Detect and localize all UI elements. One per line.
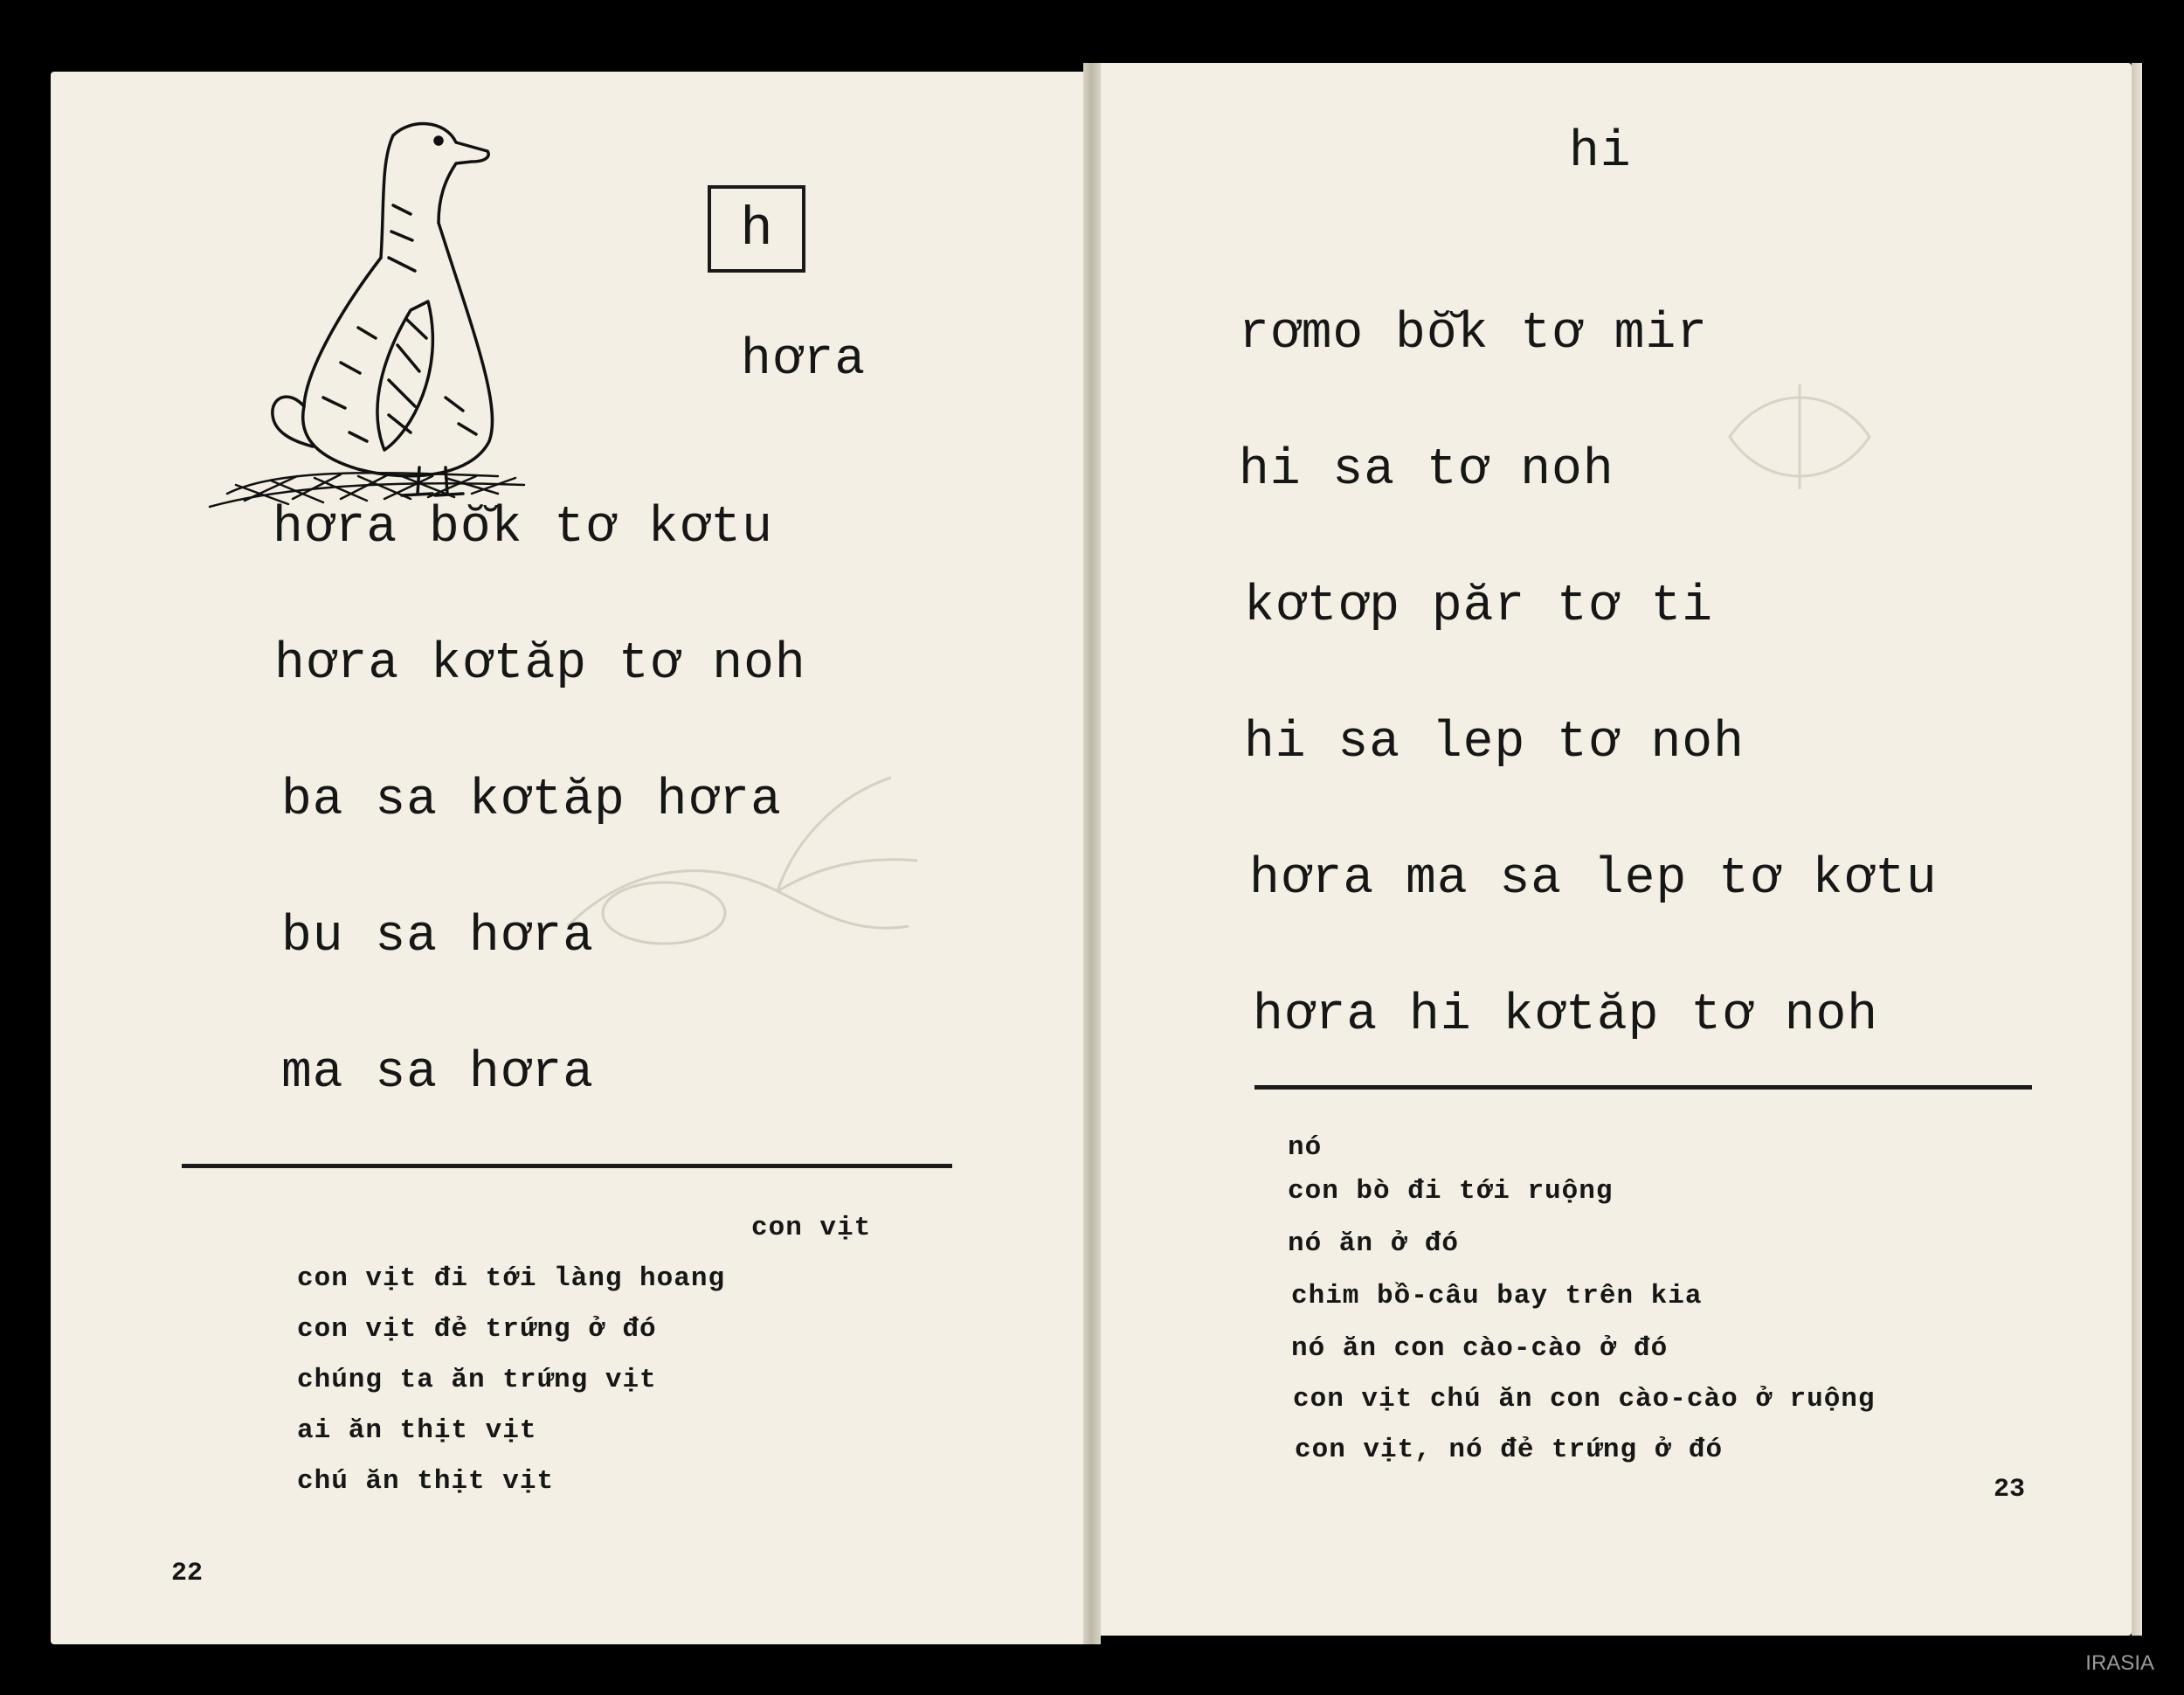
- watermark: IRASIA: [2085, 1651, 2154, 1675]
- right-translation-line-3: nó ăn ở đó: [1288, 1228, 1460, 1259]
- reading-line-2: hơra kơtăp tơ noh: [274, 636, 806, 693]
- translation-title: con vịt: [751, 1213, 872, 1243]
- reading-line-1: hơra bŏ̆k tơ kơtu: [273, 500, 773, 557]
- right-reading-line-3: kơtơp păr tơ ti: [1244, 578, 1714, 635]
- right-reading-line-2: hi sa tơ noh: [1239, 442, 1614, 499]
- reading-line-5: ma sa hơra: [281, 1045, 595, 1102]
- duck-illustration-icon: [210, 109, 577, 511]
- right-reading-line-4: hi sa lep tơ noh: [1244, 715, 1745, 771]
- right-divider: [1254, 1085, 2032, 1090]
- page-edge: [2132, 63, 2142, 1636]
- right-reading-line-6: hơra hi kơtăp tơ noh: [1253, 987, 1879, 1044]
- page-number-left: 22: [171, 1559, 204, 1588]
- translation-line-2: con vịt đẻ trứng ở đó: [297, 1314, 657, 1345]
- right-translation-line-5: nó ăn con cào-cào ở đó: [1291, 1333, 1669, 1364]
- reading-line-4: bu sa hơra: [281, 909, 595, 965]
- translation-line-3: chúng ta ăn trứng vịt: [297, 1365, 657, 1395]
- right-translation-line-6: con vịt chú ăn con cào-cào ở ruộng: [1293, 1384, 1876, 1415]
- featured-letter: h: [740, 197, 773, 260]
- left-divider: [182, 1164, 952, 1168]
- right-translation-line-1: nó: [1288, 1132, 1323, 1163]
- right-reading-line-5: hơra ma sa lep tơ kơtu: [1249, 851, 1938, 908]
- right-heading: hi: [1569, 124, 1632, 181]
- right-translation-line-4: chim bồ-câu bay trên kia: [1291, 1281, 1703, 1311]
- show-through-bird-icon-2: [1712, 349, 1887, 524]
- right-translation-line-2: con bò đi tới ruộng: [1288, 1176, 1614, 1207]
- keyword-word: hơra: [741, 332, 867, 389]
- book-spine: [1083, 63, 1101, 1644]
- reading-line-3: ba sa kơtăp hơra: [281, 772, 782, 829]
- translation-line-1: con vịt đi tới làng hoang: [297, 1263, 726, 1294]
- page-number-right: 23: [1994, 1475, 2026, 1505]
- right-translation-line-7: con vịt, nó đẻ trứng ở đó: [1295, 1435, 1724, 1465]
- translation-line-5: chú ăn thịt vịt: [297, 1466, 555, 1497]
- right-reading-line-1: rơmo bŏ̆k tơ mir: [1239, 306, 1709, 363]
- translation-line-4: ai ăn thịt vịt: [297, 1415, 537, 1446]
- letter-box: [708, 185, 805, 273]
